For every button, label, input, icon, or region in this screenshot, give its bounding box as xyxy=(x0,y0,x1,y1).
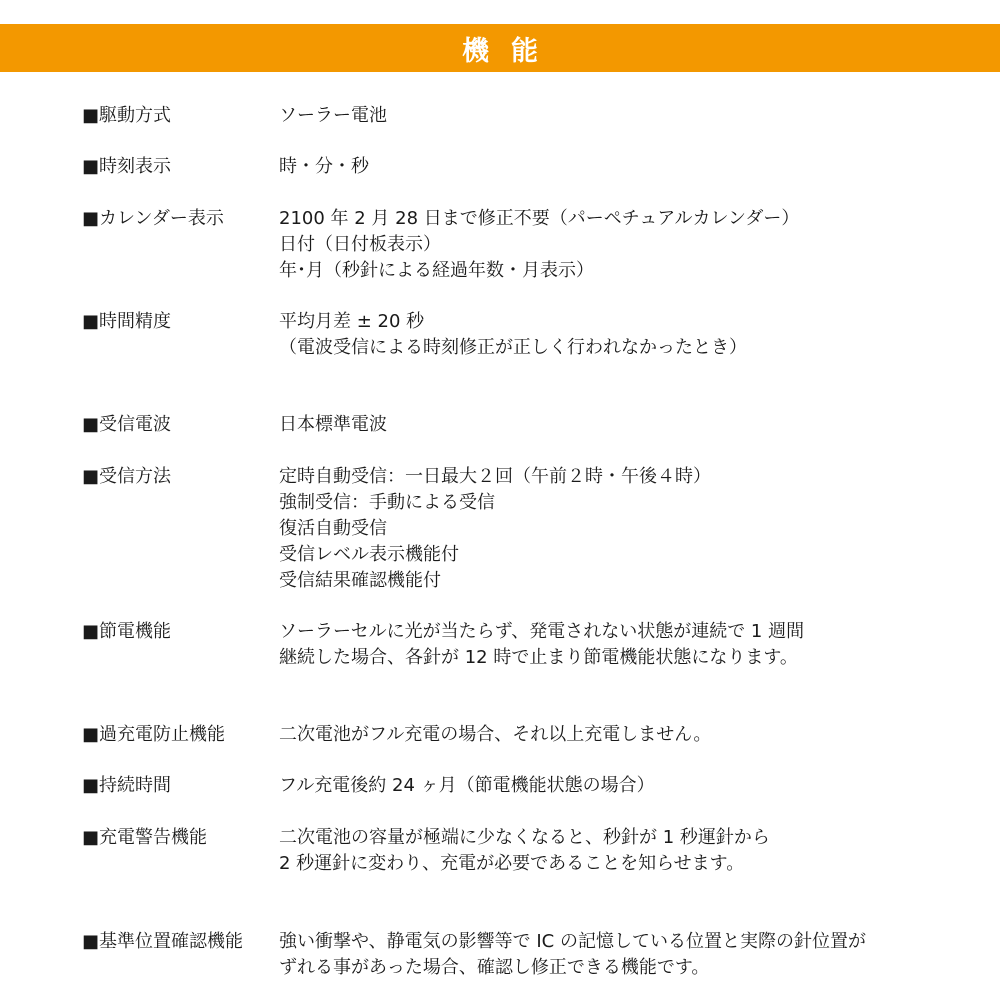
spec-values xyxy=(279,773,655,799)
spec-label: ■カレンダー表示 xyxy=(82,208,224,229)
section-header xyxy=(0,24,1000,72)
spec-value-line: 受信レベル表示機能付 xyxy=(279,544,459,565)
spec-value-line: 定時自動受信：一日最大２回（午前２時・午後４時） xyxy=(279,466,711,487)
spec-label: ■過充電防止機能 xyxy=(82,724,226,745)
spec-value-line: 強い衝撃や、静電気の影響等で IC の記憶している位置と実際の針位置が xyxy=(279,931,866,952)
spec-value-line: 2100 年 2 月 28 日まで修正不要（パーペチュアルカレンダー） xyxy=(279,208,800,229)
spec-values xyxy=(279,929,866,981)
spec-value-line: 二次電池の容量が極端に少なくなると、秒針が 1 秒運針から xyxy=(279,827,770,848)
spec-value-line: 日付（日付板表示） xyxy=(279,234,441,255)
spec-values xyxy=(279,103,387,129)
spec-value-line: ソーラー電池 xyxy=(279,105,387,126)
spec-value-line: 日本標準電波 xyxy=(279,414,387,435)
spec-values xyxy=(279,825,770,877)
spec-values xyxy=(279,619,804,671)
spec-label: ■受信方法 xyxy=(82,466,172,487)
spec-label: ■節電機能 xyxy=(82,621,172,642)
spec-values xyxy=(279,464,711,594)
spec-values xyxy=(279,412,387,438)
spec-value-line: 平均月差 ± 20 秒 xyxy=(279,311,425,332)
spec-value-line: 年･月（秒針による経過年数・月表示） xyxy=(279,260,594,281)
spec-label: ■駆動方式 xyxy=(82,105,172,126)
spec-value-line: ソーラーセルに光が当たらず、発電されない状態が連続で 1 週間 xyxy=(279,621,805,642)
spec-values xyxy=(279,309,747,361)
spec-value-line: 継続した場合、各針が 12 時で止まり節電機能状態になります。 xyxy=(279,647,798,668)
spec-label: ■受信電波 xyxy=(82,414,172,435)
spec-label: ■充電警告機能 xyxy=(82,827,208,848)
spec-value-line: 2 秒運針に変わり、充電が必要であることを知らせます。 xyxy=(279,853,745,874)
spec-values xyxy=(279,722,711,748)
spec-value-line: 強制受信：手動による受信 xyxy=(279,492,495,513)
spec-label: ■時間精度 xyxy=(82,311,172,332)
spec-value-line: （電波受信による時刻修正が正しく行われなかったとき） xyxy=(279,337,747,358)
spec-values xyxy=(279,206,799,284)
spec-label: ■時刻表示 xyxy=(82,156,172,177)
spec-value-line: 時・分・秒 xyxy=(279,156,369,177)
spec-values xyxy=(279,154,369,180)
spec-value-line: フル充電後約 24 ヶ月（節電機能状態の場合） xyxy=(279,775,655,796)
spec-value-line: ずれる事があった場合、確認し修正できる機能です。 xyxy=(279,957,710,978)
spec-value-line: 受信結果確認機能付 xyxy=(279,570,441,591)
spec-label: ■基準位置確認機能 xyxy=(82,931,244,952)
spec-value-line: 復活自動受信 xyxy=(279,518,387,539)
spec-value-line: 二次電池がフル充電の場合、それ以上充電しません。 xyxy=(279,724,712,745)
spec-label: ■持続時間 xyxy=(82,775,172,796)
page-title: 機能 xyxy=(462,35,560,67)
